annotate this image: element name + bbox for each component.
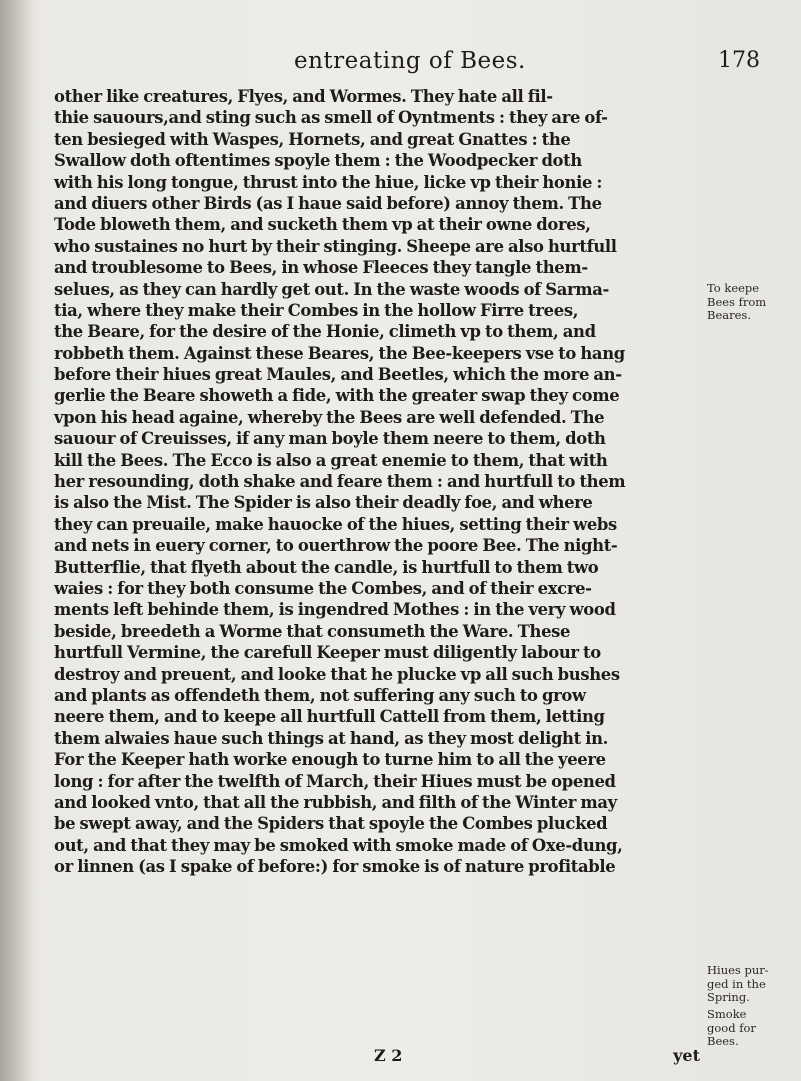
text-line: them alwaies haue such things at hand, as they most delight in. [54,728,608,748]
margin-note-line: Bees from [707,294,767,309]
margin-note-line: To keepe [707,281,760,295]
text-line: Butterflie, that flyeth about the candle, is hurtfull to them two [54,557,599,577]
text-line: who sustaines no hurt by their stinging. Sheepe are also hurtfull [54,236,617,256]
text-line: gerlie the Beare showeth a fide, with the greater swap they come [54,386,620,406]
text-line: they can preuaile, make hauocke of the hiues, setting their webs [54,514,617,534]
page-number: 178 [718,48,760,73]
margin-note-line: good for [707,1020,756,1035]
text-line: ten besieged with Waspes, Hornets, and great Gnattes : the [54,129,571,149]
text-line: kill the Bees. The Ecco is also a great enemie to them, that with [54,450,608,470]
margin-note-line: Beares. [707,308,751,322]
text-line: is also the Mist. The Spider is also their deadly foe, and where [54,493,593,513]
text-line: and diuers other Birds (as I haue said before) annoy them. The [54,193,602,213]
text-line: selues, as they can hardly get out. In the waste woods of Sarma- [54,279,609,299]
text-line: and nets in euery corner, to ouerthrow the poore Bee. The night- [54,536,618,556]
margin-note-line: Smoke [707,1007,747,1021]
text-line: out, and that they may be smoked with smoke made of Oxe-dung, [54,835,623,855]
text-line: or linnen (as I spake of before:) for smoke is of nature profitable [54,857,616,877]
text-line: other like creatures, Flyes, and Wormes. They hate all fil- [54,87,553,106]
signature-mark: Z 2 [374,1046,403,1065]
text-line: vpon his head againe, whereby the Bees are well defended. The [54,407,605,427]
margin-note-line: Spring. [707,990,750,1004]
margin-note-smoke [707,1008,787,1049]
text-line: waies : for they both consume the Combes, and of their excre- [54,578,592,598]
text-line: the Beare, for the desire of the Honie, climeth vp to them, and [54,322,596,342]
text-line: and troublesome to Bees, in whose Fleeces they tangle them- [54,258,588,278]
text-line: long : for after the twelfth of March, their Hiues must be opened [54,771,616,791]
body-text [54,86,700,877]
margin-note-line: Hiues pur- [707,963,769,977]
text-line: her resounding, doth shake and feare them : and hurtfull to them [54,472,626,492]
text-line: ments left behinde them, is ingendred Mothes : in the very wood [54,600,616,620]
text-line: robbeth them. Against these Beares, the Bee-keepers vse to hang [54,343,625,363]
text-line: destroy and preuent, and looke that he plucke vp all such bushes [54,664,620,684]
text-line: before their hiues great Maules, and Beetles, which the more an- [54,365,622,385]
text-line: with his long tongue, thrust into the hiue, licke vp their honie : [54,172,603,192]
text-line: neere them, and to keepe all hurtfull Cattell from them, letting [54,707,605,727]
text-line: Tode bloweth them, and sucketh them vp at their owne dores, [54,215,591,235]
catchword: yet [673,1046,700,1065]
text-line: sauour of Creuisses, if any man boyle them neere to them, doth [54,429,606,449]
page-header [60,44,760,84]
running-title: entreating of Bees. [294,48,526,74]
margin-note-line: ged in the [707,976,766,991]
spine-shadow [0,0,34,1081]
text-line: tia, where they make their Combes in the hollow Firre trees, [54,300,579,320]
margin-note-hiues [707,964,787,1005]
text-line: and looked vnto, that all the rubbish, and filth of the Winter may [54,792,617,812]
margin-note-beares [707,282,787,323]
text-line: thie sauours,and sting such as smell of Oyntments : they are of- [54,108,608,128]
text-line: hurtfull Vermine, the carefull Keeper must diligently labour to [54,643,601,663]
page-footer [54,1046,700,1068]
text-line: beside, breedeth a Worme that consumeth the Ware. These [54,621,571,641]
text-line: Swallow doth oftentimes spoyle them : the Woodpecker doth [54,151,582,171]
text-line: and plants as offendeth them, not suffering any such to grow [54,685,586,705]
margin-note-line: Bees. [707,1034,739,1048]
text-line: be swept away, and the Spiders that spoyle the Combes plucked [54,814,608,834]
text-line: For the Keeper hath worke enough to turne him to all the yeere [54,750,606,770]
